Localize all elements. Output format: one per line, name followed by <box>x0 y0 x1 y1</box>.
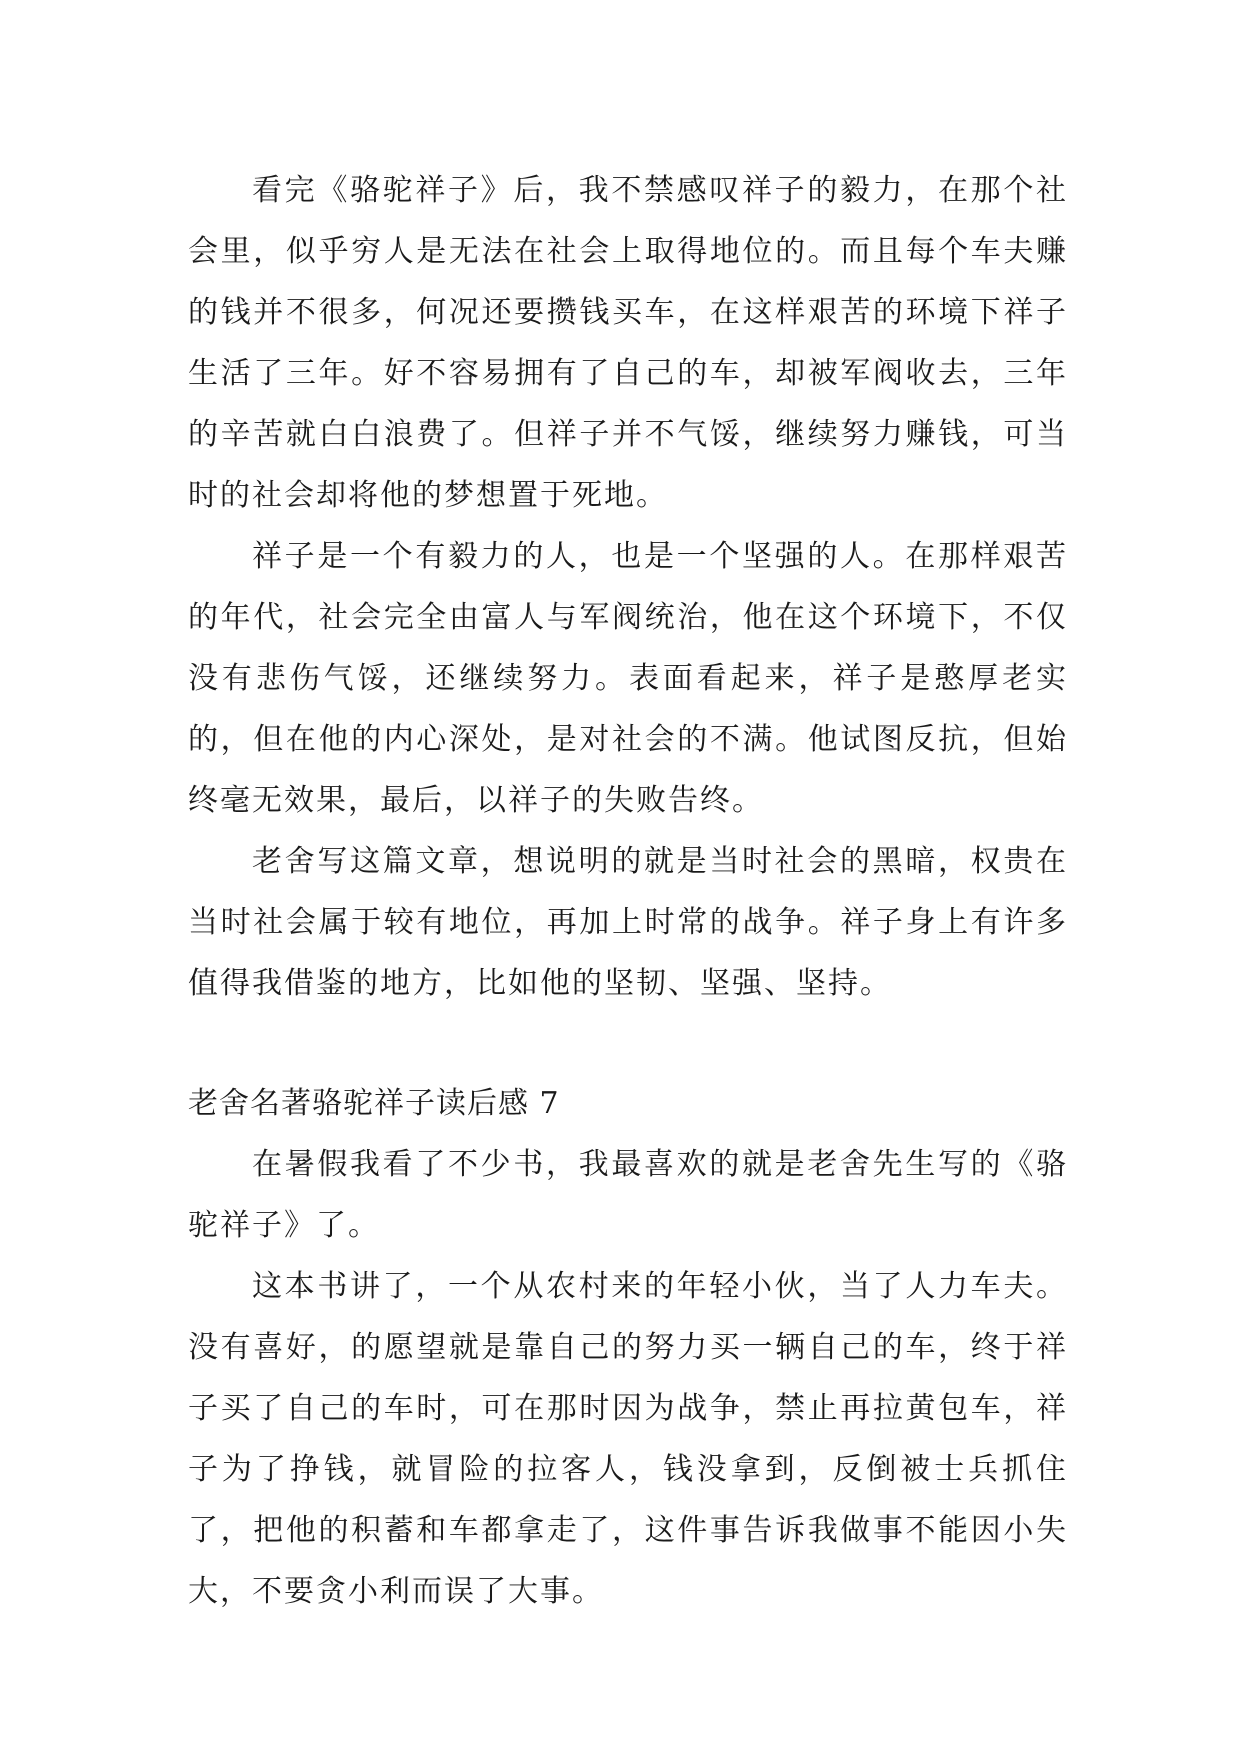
essay-6-paragraph-3: 老舍写这篇文章，想说明的就是当时社会的黑暗，权贵在当时社会属于较有地位，再加上时常的战争。祥子身上有许多值得我借鉴的地方，比如他的坚韧、坚强、坚持。 <box>188 844 1068 1001</box>
essay-7-paragraph-2: 这本书讲了，一个从农村来的年轻小伙，当了人力车夫。没有喜好，的愿望就是靠自己的努力买一辆自己的车，终于祥子买了自己的车时，可在那时因为战争，禁止再拉黄包车，祥子为了挣钱，就冒险的拉客人，钱没拿到，反倒被士兵抓住了，把他的积蓄和车都拿走了，这件事告诉我做事不能因小失大，不要贪小利而误了大事。 <box>188 1269 1068 1609</box>
essay-7-section <box>188 1073 1068 1622</box>
essay-7-paragraph-1: 在暑假我看了不少书，我最喜欢的就是老舍先生写的《骆驼祥子》了。 <box>188 1147 1068 1243</box>
document-body <box>188 160 1068 1622</box>
essay-6-paragraph-1: 看完《骆驼祥子》后，我不禁感叹祥子的毅力，在那个社会里，似乎穷人是无法在社会上取得地位的。而且每个车夫赚的钱并不很多，何况还要攒钱买车，在这样艰苦的环境下祥子生活了三年。好不容易拥有了自己的车，却被军阀收去，三年的辛苦就白白浪费了。但祥子并不气馁，继续努力赚钱，可当时的社会却将他的梦想置于死地。 <box>188 173 1068 513</box>
essay-7-title: 老舍名著骆驼祥子读后感 7 <box>188 1086 560 1121</box>
essay-6-paragraph-2: 祥子是一个有毅力的人，也是一个坚强的人。在那样艰苦的年代，社会完全由富人与军阀统治，他在这个环境下，不仅没有悲伤气馁，还继续努力。表面看起来，祥子是憨厚老实的，但在他的内心深处，是对社会的不满。他试图反抗，但始终毫无效果，最后，以祥子的失败告终。 <box>188 539 1068 818</box>
essay-6-section <box>188 160 1068 1014</box>
section-gap <box>188 1014 1068 1073</box>
